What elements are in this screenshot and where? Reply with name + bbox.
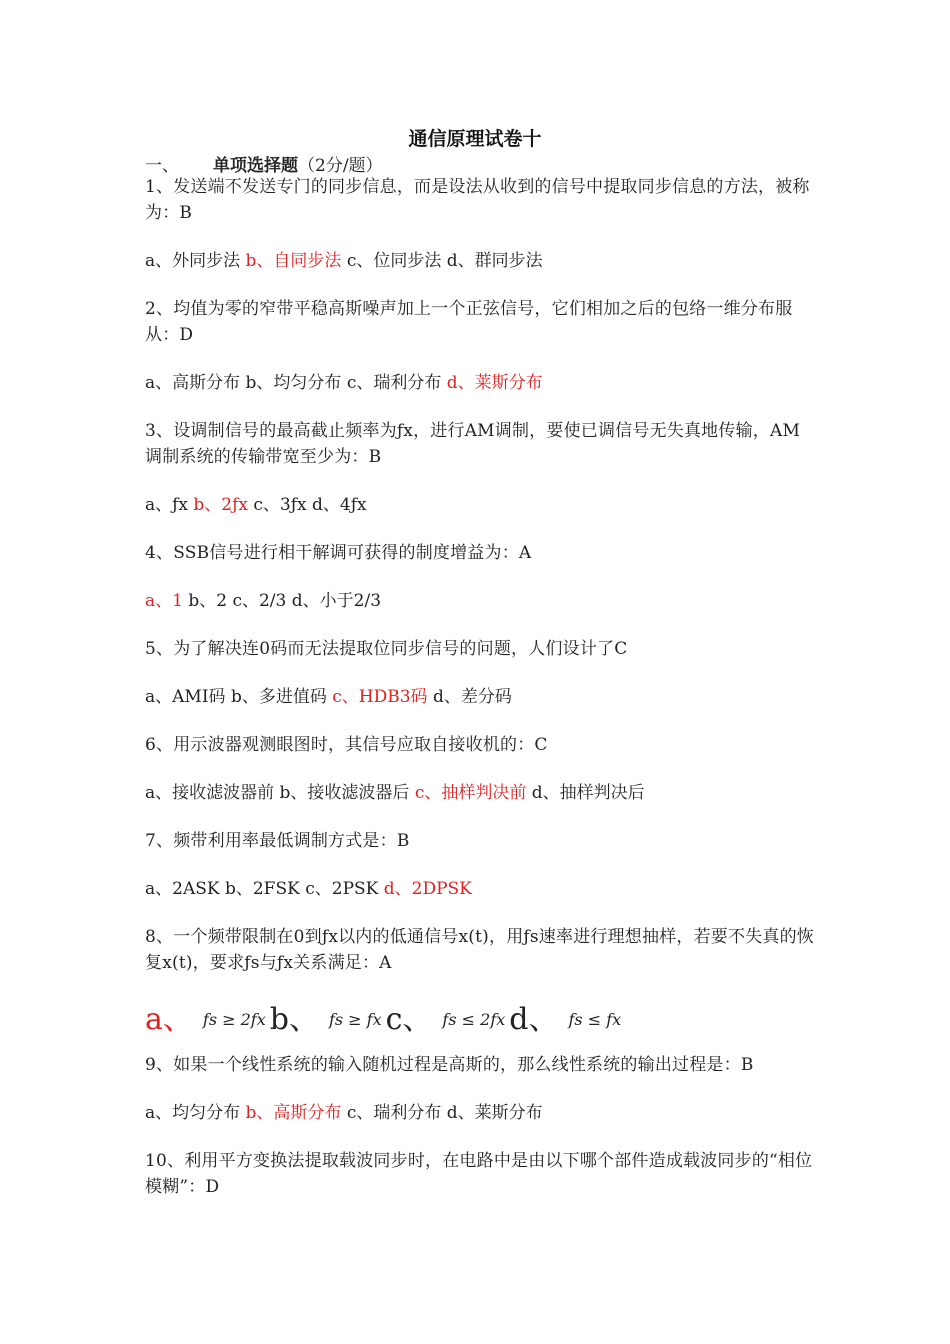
option-b: b、2: [188, 591, 228, 611]
option-b: b、多进值码: [230, 687, 327, 707]
section-number: 一、: [145, 156, 179, 176]
formula-label-d: d、: [509, 1002, 559, 1037]
question-text: 1、发送端不发送专门的同步信息，而是设法从收到的信号中提取同步信息的方法，被称为：B: [145, 177, 810, 223]
section-note: （2分/题）: [298, 156, 383, 176]
option-b-answer: b、高斯分布: [245, 1103, 342, 1123]
option-d: d、4ƒx: [312, 495, 367, 515]
option-row: [145, 1100, 817, 1126]
formula-label-b: b、: [269, 1002, 319, 1037]
option-a: a、2ASK: [145, 879, 220, 899]
option-a: a、AMI码: [145, 687, 226, 707]
formula-b: fs ≥ fx: [328, 1010, 382, 1029]
section-title: 单项选择题: [213, 156, 298, 176]
option-a: a、高斯分布: [145, 373, 241, 393]
option-b: b、接收滤波器后: [279, 783, 410, 803]
option-a: a、ƒx: [145, 495, 189, 515]
question-text: 8、一个频带限制在0到ƒx以内的低通信号x(t)，用ƒs速率进行理想抽样，若要不失真的恢复x(t)，要求ƒs与ƒx关系满足：A: [145, 927, 815, 973]
question-text: 5、为了解决连0码而无法提取位同步信号的问题，人们设计了C: [145, 639, 628, 659]
option-c: c、2PSK: [305, 879, 379, 899]
option-b: b、均匀分布: [245, 373, 342, 393]
option-row: [145, 876, 817, 902]
section-heading: [145, 151, 383, 176]
formula-label-a-answer: a、: [145, 1002, 193, 1037]
question-text: 4、SSB信号进行相干解调可获得的制度增益为：A: [145, 543, 532, 563]
option-a-answer: a、1: [145, 591, 183, 611]
option-d: d、差分码: [432, 687, 512, 707]
page-title: 通信原理试卷十: [408, 128, 542, 150]
option-c-answer: c、HDB3码: [332, 687, 428, 707]
option-d-answer: d、2DPSK: [383, 879, 472, 899]
option-b-answer: b、2ƒx: [193, 495, 248, 515]
option-c-answer: c、抽样判决前: [414, 783, 527, 803]
option-a: a、外同步法: [145, 251, 241, 271]
option-row: [145, 492, 817, 518]
option-b: b、2FSK: [224, 879, 300, 899]
option-d: d、抽样判决后: [531, 783, 645, 803]
option-row: [145, 248, 817, 274]
option-row: [145, 370, 817, 396]
option-c: c、3ƒx: [253, 495, 307, 515]
question-text: 10、利用平方变换法提取载波同步时，在电路中是由以下哪个部件造成载波同步的“相位模糊”：D: [145, 1151, 813, 1197]
question-text: 2、均值为零的窄带平稳高斯噪声加上一个正弦信号，它们相加之后的包络一维分布服从：D: [145, 299, 793, 345]
option-d: d、莱斯分布: [446, 1103, 543, 1123]
question-text: 7、频带利用率最低调制方式是：B: [145, 831, 410, 851]
formula-c: fs ≤ 2fx: [442, 1010, 506, 1029]
option-a: a、接收滤波器前: [145, 783, 275, 803]
formula-d: fs ≤ fx: [568, 1010, 622, 1029]
option-c: c、瑞利分布: [346, 373, 442, 393]
option-d-answer: d、莱斯分布: [446, 373, 543, 393]
option-c: c、瑞利分布: [346, 1103, 442, 1123]
formula-label-c: c、: [385, 1002, 433, 1037]
option-row: [145, 684, 817, 710]
question-text: 3、设调制信号的最高截止频率为ƒx，进行AM调制，要使已调信号无失真地传输，AM调制系统的传输带宽至少为：B: [145, 421, 801, 467]
option-c: c、位同步法: [346, 251, 442, 271]
formula-a: fs ≥ 2fx: [202, 1010, 266, 1029]
option-a: a、均匀分布: [145, 1103, 241, 1123]
option-d: d、群同步法: [446, 251, 543, 271]
option-row: [145, 588, 817, 614]
question-text: 6、用示波器观测眼图时，其信号应取自接收机的：C: [145, 735, 548, 755]
question-text: 9、如果一个线性系统的输入随机过程是高斯的，那么线性系统的输出过程是：B: [145, 1055, 754, 1075]
option-b-answer: b、自同步法: [245, 251, 342, 271]
option-row: [145, 780, 817, 806]
option-d: d、小于2/3: [291, 591, 382, 611]
option-c: c、2/3: [232, 591, 287, 611]
question-list: [145, 174, 817, 1222]
formula-option-row: [145, 998, 817, 1042]
